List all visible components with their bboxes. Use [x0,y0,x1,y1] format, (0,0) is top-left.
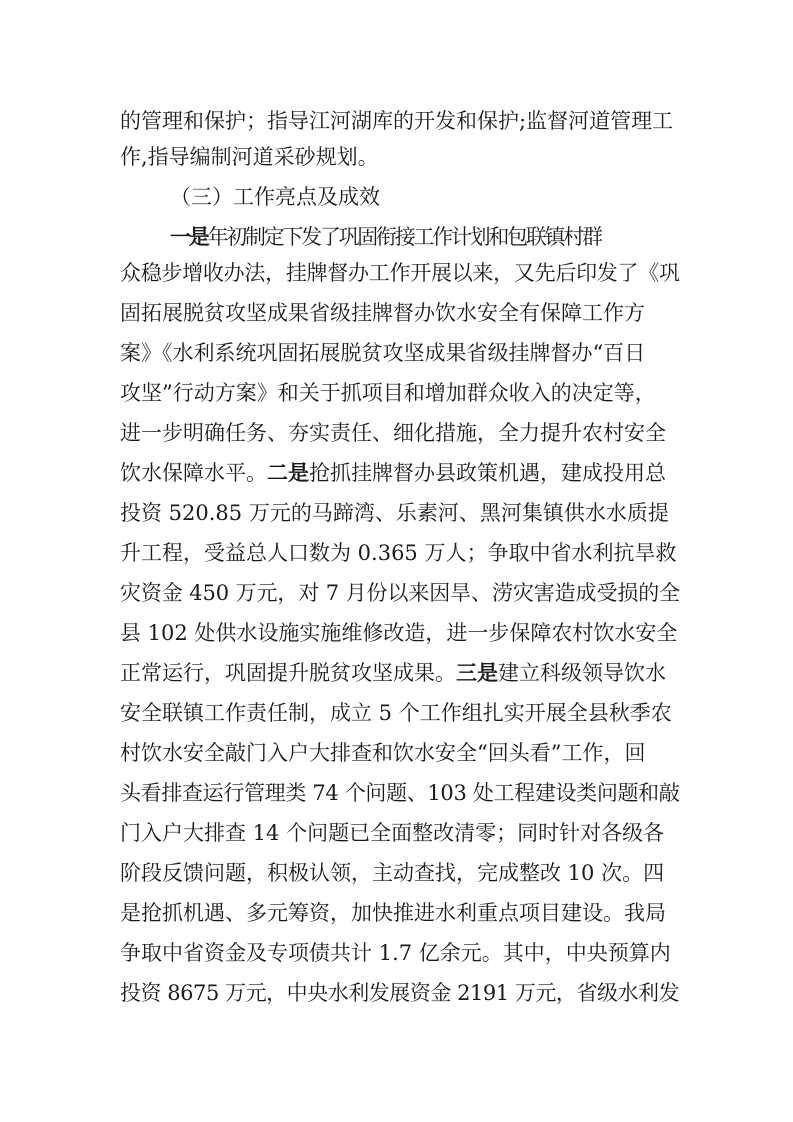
line-text: 阶段反馈问题，积极认领，主动查找，完成整改 10 次。四 [120,861,665,885]
text-line [120,258,680,288]
line-text: 升工程，受益总人口数为 0.365 万人；争取中省水利抗旱救 [120,541,677,565]
text-line [120,498,680,528]
line-text: 案》《水利系统巩固拓展脱贫攻坚成果省级挂牌督办“百日 [120,341,646,365]
line-text: 年初制定下发了巩固衔接工作计划和包联镇村群 [207,225,601,249]
line-text: 争取中省资金及专项债共计 1.7 亿余元。其中，中央预算内 [120,941,671,965]
line-text: （三）工作亮点及成效 [170,185,380,209]
text-line [120,938,680,968]
emphasis-text: 二是 [267,461,309,485]
line-text: 头看排查运行管理类 74 个问题、103 处工程建设类问题和敲 [120,781,680,805]
text-line [170,182,730,212]
line-text: 是抢抓机遇、多元筹资，加快推进水利重点项目建设。我局 [120,901,666,925]
line-text: 攻坚”行动方案》和关于抓项目和增加群众收入的决定等， [120,381,656,405]
emphasis-text: 一是 [170,225,208,249]
line-text: 正常运行，巩固提升脱贫攻坚成果。 [120,661,456,685]
text-line [120,898,680,928]
line-text: 安全联镇工作责任制，成立 5 个工作组扎实开展全县秋季农 [120,701,672,725]
text-line [120,142,680,172]
line-text: 抢抓挂牌督办县政策机遇，建成投用总 [309,461,666,485]
text-line [120,578,680,608]
line-text: 门入户大排查 14 个问题已全面整改清零；同时针对各级各 [120,821,665,845]
text-line [120,698,680,728]
line-text: 村饮水安全敲门入户大排查和饮水安全“回头看”工作，回 [120,741,646,765]
line-text: 进一步明确任务、夯实责任、细化措施，全力提升农村安全 [120,421,666,445]
text-line [120,658,680,688]
line-text: 的管理和保护；指导江河湖库的开发和保护;监督河道管理工 [120,109,674,133]
text-line [120,818,680,848]
line-text: 投资 520.85 万元的马蹄湾、乐素河、黑河集镇供水水质提 [120,501,669,525]
text-line [120,618,680,648]
line-text: 县 102 处供水设施实施维修改造，进一步保障农村饮水安全 [120,621,678,645]
line-text: 投资 8675 万元，中央水利发展资金 2191 万元，省级水利发 [120,981,680,1005]
emphasis-text: 三是 [456,661,498,685]
text-line [120,538,680,568]
text-line [120,738,680,768]
line-text: 作,指导编制河道采砂规划。 [120,145,379,169]
text-line [120,106,680,136]
text-line [120,338,680,368]
text-line [120,778,680,808]
line-text: 众稳步增收办法，挂牌督办工作开展以来，又先后印发了《巩 [120,261,680,285]
text-line [120,298,680,328]
line-text: 固拓展脱贫攻坚成果省级挂牌督办饮水安全有保障工作方 [120,301,645,325]
text-line [120,418,680,448]
text-line [120,978,680,1008]
text-line [120,858,680,888]
line-text: 灾资金 450 万元，对 7 月份以来因旱、涝灾害造成受损的全 [120,581,681,605]
text-line [120,458,680,488]
line-text: 建立科级领导饮水 [498,661,666,685]
line-text: 饮水保障水平。 [120,461,267,485]
text-line [170,222,680,252]
text-line [120,378,680,408]
